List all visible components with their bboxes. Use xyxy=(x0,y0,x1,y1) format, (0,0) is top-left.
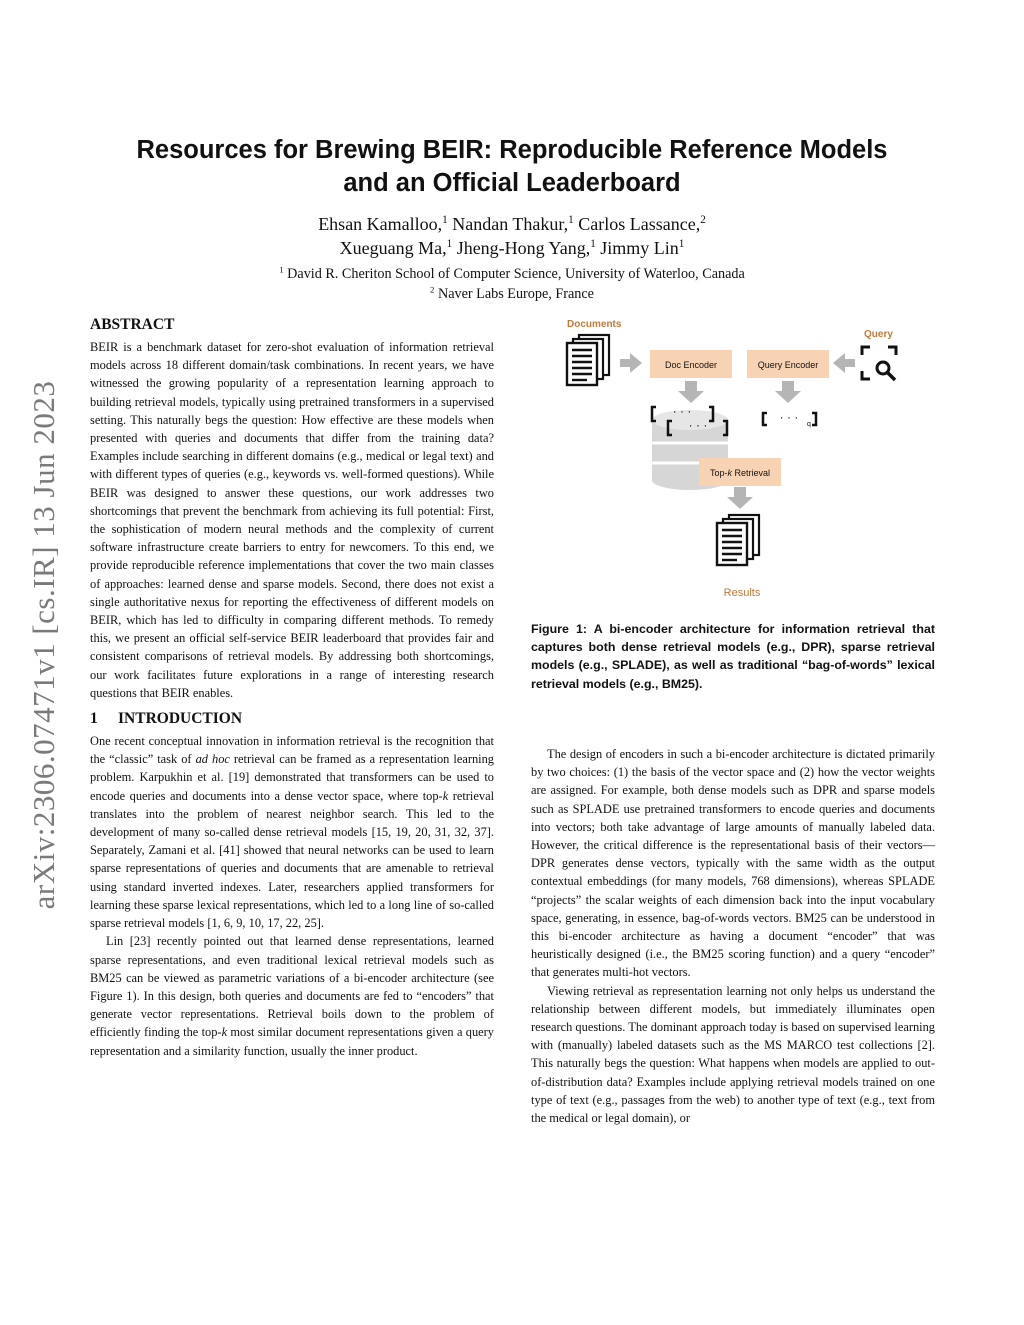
arrow-down-doc-encoder xyxy=(678,381,704,403)
doc-encoder-label: Doc Encoder xyxy=(664,360,718,370)
author-name: Xueguang Ma, xyxy=(339,238,447,258)
author-affil-mark: 1 xyxy=(442,214,448,226)
results-label: Results xyxy=(723,587,761,599)
text-run: retrieval can be framed as a representation learning problem. Karpukhin et al. [19] demonstrated that transformers can be used to encode queries and documents into a dense vector space, where top- xyxy=(90,752,494,803)
query-encoder-label: Query Encoder xyxy=(757,360,819,370)
query-label: Query xyxy=(864,329,893,340)
abstract-heading: ABSTRACT xyxy=(90,316,175,333)
documents-icon xyxy=(567,335,609,385)
intro-heading xyxy=(90,710,494,728)
intro-paragraph-2 xyxy=(90,932,494,1059)
affiliation xyxy=(150,284,874,304)
affiliation xyxy=(150,264,874,284)
author-name: Jheng-Hong Yang, xyxy=(452,238,591,258)
documents-label: Documents xyxy=(567,319,622,330)
author-affil-mark: 1 xyxy=(568,214,574,226)
section-number: 1 xyxy=(90,710,98,728)
authors-line-2 xyxy=(150,236,874,260)
text-run: retrieval translates into the problem of nearest neighbor search. This led to the development of many so-called dense retrieval models [15, 19, 20, 31, 32, 37]. Separately, Zamani et al. [41] showed that neural networks can be used to learn sparse representations of queries and documents that are amenable to retrieval using standard inverted indexes. Later, researchers applied transformers for learning these sparse lexical representations, which led to a long line of so-called sparse retrieval models [1, 6, 9, 10, 17, 22, 25]. xyxy=(90,788,495,931)
title-line-2: and an Official Leaderboard xyxy=(343,169,681,197)
affiliation-list xyxy=(150,264,874,304)
svg-text:· · ·: · · · xyxy=(672,404,692,418)
authors-line-1 xyxy=(150,212,874,236)
abstract-text: BEIR is a benchmark dataset for zero-shot evaluation of information retrieval models across 18 different domain/task combinations. In recent years, we have witnessed the growing popularity of a representation learning approach to building retrieval models, typically using pretrained transformers in a supervised setting. This naturally begs the question: How effective are these models when presented with queries and documents that differ from the training data? Examples include searching in different domains (e.g., medical or legal text) and with different types of queries (e.g., keywords vs. well-formed questions). While BEIR was designed to answer these questions, our work addresses two shortcomings that prevent the benchmark from achieving its full potential: First, the sophistication of modern neural methods and the complexity of current software infrastructure create barriers to entry for newcomers. To this end, we provide reproducible reference implementations that cover the two main classes of approaches: learned dense and sparse models. Second, there does not exist a single authoritative nexus for reporting the effectiveness of different models on BEIR, which has led to difficulty in comparing different methods. To remedy this, we present an official self-service BEIR leaderboard that provides fair and consistent comparisons of retrieval models. By addressing both shortcomings, our work facilitates future explorations in a range of interesting research questions that BEIR enables. xyxy=(90,340,494,700)
figure-1 xyxy=(552,315,932,605)
topk-retrieval-label: Top-k Retrieval xyxy=(709,468,771,478)
author-affil-mark: 1 xyxy=(446,238,453,250)
text-run: One recent conceptual innovation in information retrieval is the recognition that the “classic” task of xyxy=(90,734,494,767)
query-vector-icon xyxy=(763,410,816,428)
left-column xyxy=(90,316,494,1060)
author-list xyxy=(150,212,874,260)
text-emphasis: k xyxy=(442,788,449,803)
right-paragraph-2: Viewing retrieval as representation learning not only helps us understand the relationship between different models, but immediately illuminates open research questions. The dominant approach today is based on supervised learning with (manually) labeled datasets such as the MS MARCO test collections [2]. This naturally begs the question: What happens when models are applied to out-of-distribution data? Examples include applying retrieval models trained on one type of text (e.g., passages from the web) to another type of text (e.g., text from the medical or legal domain), or xyxy=(531,983,935,1126)
results-icon xyxy=(717,515,759,565)
svg-text:q: q xyxy=(807,421,811,428)
right-column xyxy=(531,745,935,1127)
arrow-down-query-encoder xyxy=(775,381,801,403)
right-paragraph-1: The design of encoders in such a bi-encoder architecture is dictated primarily by two choices: (1) the basis of the vector space and (2) how the vector weights are assigned. For example, both dense models such as DPR and sparse models such as SPLADE use pretrained transformers to encode queries and documents into vectors; both take advantage of large amounts of manually labeled data. However, the critical difference is the representational basis of their vectors—DPR generates dense vectors, typically with the same width as the output contextual embeddings (for many models, 768 dimensions), whereas SPLADE “projects” the scalar weights of each dimension back into the input vocabulary space, generating, in essence, bag-of-words vectors. BM25 can be understood in this bi-encoder architecture as having a document “encoder” that was heuristically designed (i.e., the BM25 scoring function) and a query “encoder” that generates multi-hot vectors. xyxy=(531,747,935,980)
affil-mark: 1 xyxy=(279,264,284,275)
arrow-down-topk xyxy=(727,487,753,509)
author-affil-mark: 1 xyxy=(678,238,685,250)
author-affil-mark: 1 xyxy=(590,238,596,250)
text-emphasis: k xyxy=(221,1025,228,1040)
author-affil-mark: 2 xyxy=(700,214,706,226)
affil-text: David R. Cheriton School of Computer Science, University of Waterloo, Canada xyxy=(283,266,745,282)
author-name: Carlos Lassance, xyxy=(573,214,701,234)
figure-caption: Figure 1: A bi-encoder architecture for information retrieval that captures both dense retrieval models (e.g., DPR), sparse retrieval models (e.g., SPLADE), as well as traditional “bag-of-words” lexical retrieval models (e.g., BM25). xyxy=(531,622,935,691)
author-name: Ehsan Kamalloo, xyxy=(318,214,443,234)
author-name: Jimmy Lin xyxy=(595,238,679,258)
svg-text:· · ·: · · · xyxy=(688,418,708,432)
affil-text: Naver Labs Europe, France xyxy=(434,286,594,302)
arxiv-identifier: arXiv:2306.07471v1 [cs.IR] 13 Jun 2023 xyxy=(26,380,61,910)
affil-mark: 2 xyxy=(430,284,435,295)
bi-encoder-diagram xyxy=(552,315,932,605)
title-line-1: Resources for Brewing BEIR: Reproducible Reference Models xyxy=(136,136,888,164)
query-search-icon xyxy=(862,347,896,380)
arrow-docs-to-encoder xyxy=(620,353,642,373)
intro-paragraph-1 xyxy=(90,732,494,932)
arrow-query-to-encoder xyxy=(833,353,855,373)
section-title: INTRODUCTION xyxy=(118,710,243,728)
text-run: Lin [23] recently pointed out that learned dense representations, learned sparse representations, and even traditional lexical retrieval models such as BM25 can be viewed as parametric variations of a bi-encoder architecture (see Figure 1). In this design, both queries and documents are fed to “encoders” that generate vector representations. Retrieval boils down to the problem of efficiently finding the top- xyxy=(90,934,494,1040)
author-name: Nandan Thakur, xyxy=(447,214,569,234)
text-run: most similar document representations given a query representation and a similarity function, usually the inner product. xyxy=(90,1025,494,1058)
svg-text:· · ·: · · · xyxy=(779,410,799,424)
paper-title xyxy=(100,134,924,200)
text-emphasis: ad hoc xyxy=(195,752,230,767)
